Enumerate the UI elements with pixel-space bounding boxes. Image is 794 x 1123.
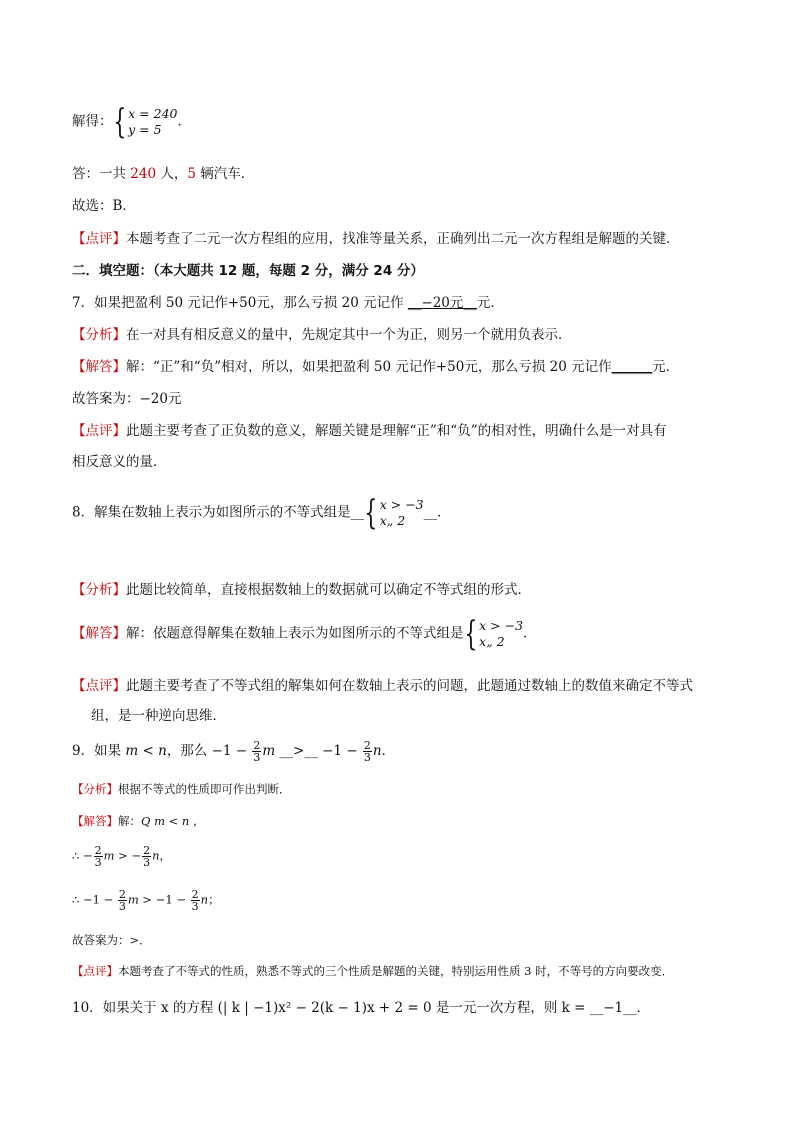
step-text: > −1 − bbox=[138, 892, 190, 907]
q9-step-1 bbox=[72, 845, 171, 868]
solution-tag: 【解答】 bbox=[72, 625, 126, 642]
brace-icon: { bbox=[463, 614, 477, 654]
inequality-1: x > −3 bbox=[479, 618, 524, 633]
brace-icon: { bbox=[364, 493, 378, 533]
var-m: m bbox=[103, 848, 115, 863]
comment-line bbox=[72, 229, 680, 249]
solution-tail: ． bbox=[523, 625, 537, 642]
var-m: m bbox=[127, 892, 139, 907]
inequality-system bbox=[380, 497, 424, 529]
step-text: > − bbox=[114, 848, 142, 863]
solution-blank: ______ bbox=[611, 359, 653, 375]
q7-text: 7．如果把盈利 50 元记作+50元，那么亏损 20 元记作 bbox=[72, 295, 408, 311]
choice-line: 故选：B． bbox=[72, 198, 136, 214]
q8-analysis bbox=[72, 580, 531, 600]
q7-answer: 故答案为：−20元 bbox=[72, 391, 182, 407]
solution-condition: Q m < n ， bbox=[141, 814, 205, 828]
fraction-numerator: 2 bbox=[94, 844, 102, 857]
solution-tag: 【解答】 bbox=[72, 359, 126, 375]
analysis-tag: 【分析】 bbox=[72, 782, 118, 796]
q7-analysis bbox=[72, 325, 572, 345]
fraction bbox=[252, 740, 261, 763]
q9-analysis bbox=[72, 779, 291, 799]
answer-number-people: 240 bbox=[130, 166, 157, 182]
brace-icon: { bbox=[112, 102, 126, 142]
fraction bbox=[142, 845, 151, 868]
var-n: n bbox=[200, 892, 209, 907]
question-8 bbox=[72, 493, 451, 533]
comment-tag: 【点评】 bbox=[72, 678, 126, 694]
answer-line bbox=[72, 164, 254, 184]
step-text: ； bbox=[208, 892, 220, 907]
analysis-text: 在一对具有相反意义的量中，先规定其中一个为正，则另一个就用负表示． bbox=[126, 327, 572, 343]
equation-y: y = 5 bbox=[128, 122, 162, 137]
fraction-numerator: 2 bbox=[118, 888, 126, 901]
fraction-denominator: 3 bbox=[253, 751, 261, 764]
inequality-1: x > −3 bbox=[379, 497, 424, 512]
q9-answer: __>__ −1 − bbox=[275, 743, 362, 759]
solution-tag: 【解答】 bbox=[72, 814, 118, 828]
analysis-text: 此题比较简单，直接根据数轴上的数据就可以确定不等式组的形式． bbox=[126, 582, 531, 598]
comment-tag: 【点评】 bbox=[72, 231, 126, 247]
section-heading: 二．填空题：（本大题共 12 题，每题 2 分，满分 24 分） bbox=[72, 263, 424, 279]
inequality-system bbox=[479, 618, 523, 650]
q8-comment bbox=[72, 676, 693, 696]
less-than: < bbox=[138, 743, 159, 759]
answer-text-b: 人， bbox=[156, 166, 188, 182]
comment-text: 此题主要考查了不等式组的解集如何在数轴上表示的问题，此题通过数轴上的数值来确定不等式 bbox=[126, 678, 693, 694]
analysis-tag: 【分析】 bbox=[72, 582, 126, 598]
var-n: n bbox=[158, 743, 167, 759]
equation-system bbox=[128, 106, 177, 138]
fraction bbox=[363, 740, 372, 763]
var-m: m bbox=[125, 743, 139, 759]
q9-solution bbox=[72, 811, 205, 831]
fraction bbox=[94, 845, 103, 868]
fraction bbox=[118, 889, 127, 912]
q9-comment bbox=[72, 961, 673, 981]
comment-tag: 【点评】 bbox=[72, 964, 118, 978]
question-9 bbox=[72, 740, 395, 763]
solution-tail: 元． bbox=[652, 359, 680, 375]
fraction-numerator: 2 bbox=[191, 888, 199, 901]
question-10: 10．如果关于 x 的方程 (| k | −1)x² − 2(k − 1)x + 2 = 0 是一元一次方程，则 k = __−1__． bbox=[72, 1000, 651, 1016]
comment-tag: 【点评】 bbox=[72, 423, 126, 439]
solution-line bbox=[72, 102, 191, 142]
fraction-numerator: 2 bbox=[363, 739, 371, 752]
q9-answer: 故答案为：>． bbox=[72, 933, 151, 947]
comment-text: 本题考查了二元一次方程组的应用，找准等量关系，正确列出二元一次方程组是解题的关键． bbox=[126, 231, 680, 247]
comment-text: 此题主要考查了正负数的意义，解题关键是理解“正”和“负”的相对性，明确什么是一对具有 bbox=[126, 423, 667, 439]
answer-number-cars: 5 bbox=[187, 166, 196, 182]
analysis-tag: 【分析】 bbox=[72, 327, 126, 343]
q8-tail: __． bbox=[423, 504, 451, 521]
answer-text-a: 答：一共 bbox=[72, 166, 131, 182]
solution-text: 解： bbox=[118, 814, 141, 828]
q7-solution bbox=[72, 357, 679, 377]
q7-comment bbox=[72, 421, 667, 441]
fraction-denominator: 3 bbox=[143, 856, 151, 869]
q7-comment-continued: 相反意义的量． bbox=[72, 454, 167, 470]
fraction-numerator: 2 bbox=[143, 844, 151, 857]
solution-suffix: ． bbox=[177, 113, 191, 130]
inequality-2: x„ 2 bbox=[479, 634, 505, 649]
question-7 bbox=[72, 293, 504, 313]
step-text: ∴ − bbox=[72, 848, 93, 863]
solution-text: 解：依题意得解集在数轴上表示为如图所示的不等式组是 bbox=[126, 625, 464, 642]
step-text: ， bbox=[159, 848, 172, 863]
step-text: ∴ −1 − bbox=[72, 892, 117, 907]
solution-prefix: 解得： bbox=[72, 113, 113, 130]
q7-answer-blank: __−20元__ bbox=[407, 295, 477, 311]
var-n: n bbox=[152, 848, 160, 863]
fraction-numerator: 2 bbox=[253, 739, 261, 752]
fraction-denominator: 3 bbox=[191, 900, 199, 913]
var-n: n bbox=[372, 743, 382, 759]
var-m: m bbox=[262, 743, 276, 759]
inequality-2: x„ 2 bbox=[379, 513, 406, 528]
q7-tail: 元． bbox=[476, 295, 504, 311]
fraction-denominator: 3 bbox=[94, 856, 102, 869]
fraction-denominator: 3 bbox=[363, 751, 371, 764]
q8-solution bbox=[72, 614, 537, 654]
q8-text: 8．解集在数轴上表示为如图所示的不等式组是__ bbox=[72, 504, 365, 521]
q9-text-a: 9．如果 bbox=[72, 743, 126, 759]
q9-text-b: ，那么 −1 − bbox=[166, 743, 252, 759]
solution-text: 解：“正”和“负”相对，所以，如果把盈利 50 元记作+50元，那么亏损 20 元记作 bbox=[126, 359, 612, 375]
q8-comment-continued: 组，是一种逆向思维． bbox=[91, 708, 226, 724]
analysis-text: 根据不等式的性质即可作出判断． bbox=[118, 782, 291, 796]
answer-text-c: 辆汽车． bbox=[195, 166, 255, 182]
q9-step-2 bbox=[72, 889, 220, 912]
fraction bbox=[191, 889, 200, 912]
fraction-denominator: 3 bbox=[118, 900, 126, 913]
comment-text: 本题考查了不等式的性质，熟悉不等式的三个性质是解题的关键，特别运用性质 3 时，不等号的方向要改变． bbox=[118, 964, 674, 978]
q9-end: ． bbox=[381, 743, 396, 759]
equation-x: x = 240 bbox=[128, 106, 178, 121]
